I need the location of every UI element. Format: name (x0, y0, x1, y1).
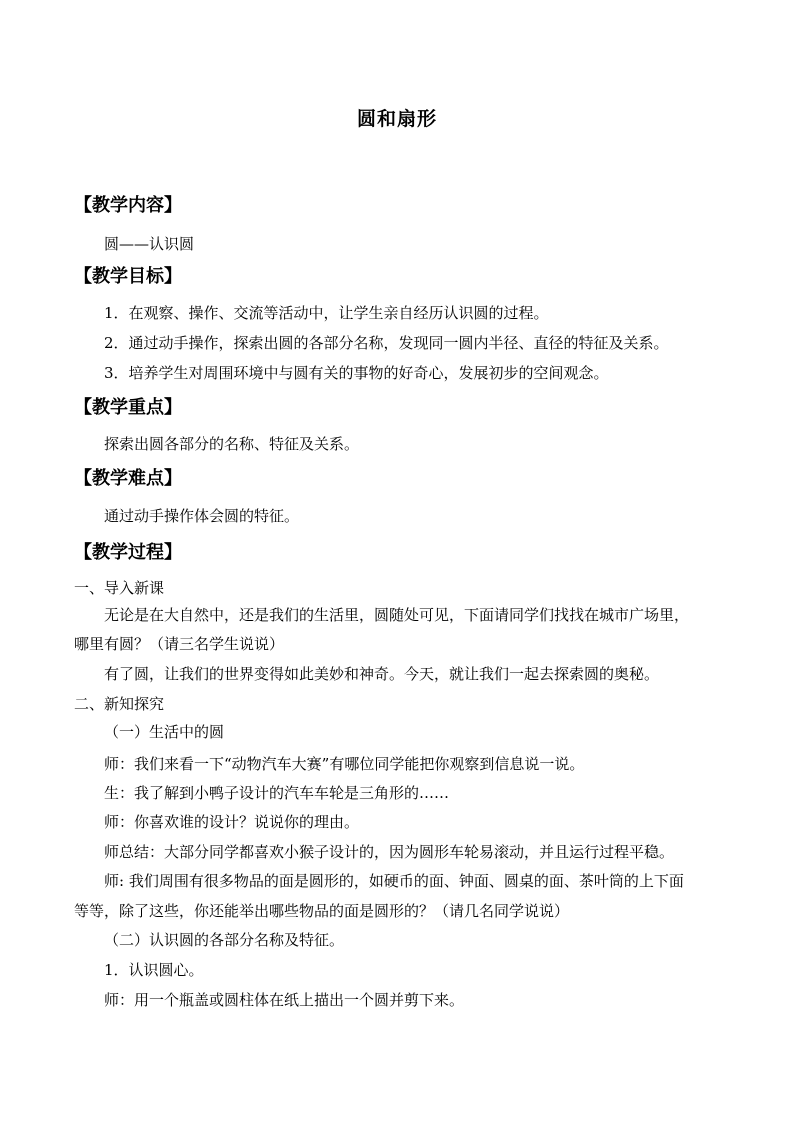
heading-teaching-content: 【教学内容】 (74, 195, 182, 216)
key-point-text: 探索出圆各部分的名称、特征及关系。 (104, 435, 360, 453)
part1-title: 一、导入新课 (74, 579, 165, 597)
item-1-center: 1．认识圆心。 (104, 961, 204, 979)
subsection-1: （一）生活中的圆 (104, 723, 225, 741)
goal-item-1: 1．在观察、操作、交流等活动中，让学生亲自经历认识圆的过程。 (104, 304, 549, 322)
heading-key-point: 【教学重点】 (74, 397, 182, 418)
paragraph-1-line-1: 无论是在大自然中，还是我们的生活里，圆随处可见，下面请同学们找找在城市广场里， (104, 606, 690, 624)
paragraph-1-line-2: 哪里有圆？（请三名学生说说） (74, 635, 285, 653)
goal-item-2: 2．通过动手操作，探索出圆的各部分名称，发现同一圆内半径、直径的特征及关系。 (104, 334, 669, 352)
teacher-summary: 师总结：大部分同学都喜欢小猴子设计的，因为圆形车轮易滚动，并且运行过程平稳。 (104, 843, 675, 861)
teacher-line-4-part-1: 师: 我们周围有很多物品的面是圆形的，如硬币的面、钟面、圆桌的面、茶叶筒的上下面 (104, 872, 684, 890)
teacher-line-4-part-2: 等等，除了这些，你还能举出哪些物品的面是圆形的？（请几名同学说说） (74, 902, 570, 920)
document-title: 圆和扇形 (356, 108, 437, 130)
difficulty-text: 通过动手操作体会圆的特征。 (104, 507, 300, 525)
heading-teaching-process: 【教学过程】 (74, 542, 182, 563)
paragraph-2: 有了圆，让我们的世界变得如此美妙和神奇。今天，就让我们一起去探索圆的奥秘。 (104, 665, 660, 683)
teacher-line-1: 师：我们来看一下“动物汽车大赛”有哪位同学能把你观察到信息说一说。 (104, 755, 585, 773)
subsection-2: （二）认识圆的各部分名称及特征。 (104, 931, 345, 949)
goal-item-3: 3．培养学生对周围环境中与圆有关的事物的好奇心，发展初步的空间观念。 (104, 364, 609, 382)
part2-title: 二、新知探究 (74, 695, 165, 713)
student-line-1: 生：我了解到小鸭子设计的汽车车轮是三角形的…… (104, 784, 450, 802)
teacher-line-5: 师：用一个瓶盖或圆柱体在纸上描出一个圆并剪下来。 (104, 991, 465, 1009)
heading-difficulty: 【教学难点】 (74, 468, 182, 489)
teacher-line-2: 师：你喜欢谁的设计？说说你的理由。 (104, 813, 360, 831)
teaching-content-text: 圆——认识圆 (104, 235, 195, 253)
heading-teaching-goals: 【教学目标】 (74, 266, 182, 287)
